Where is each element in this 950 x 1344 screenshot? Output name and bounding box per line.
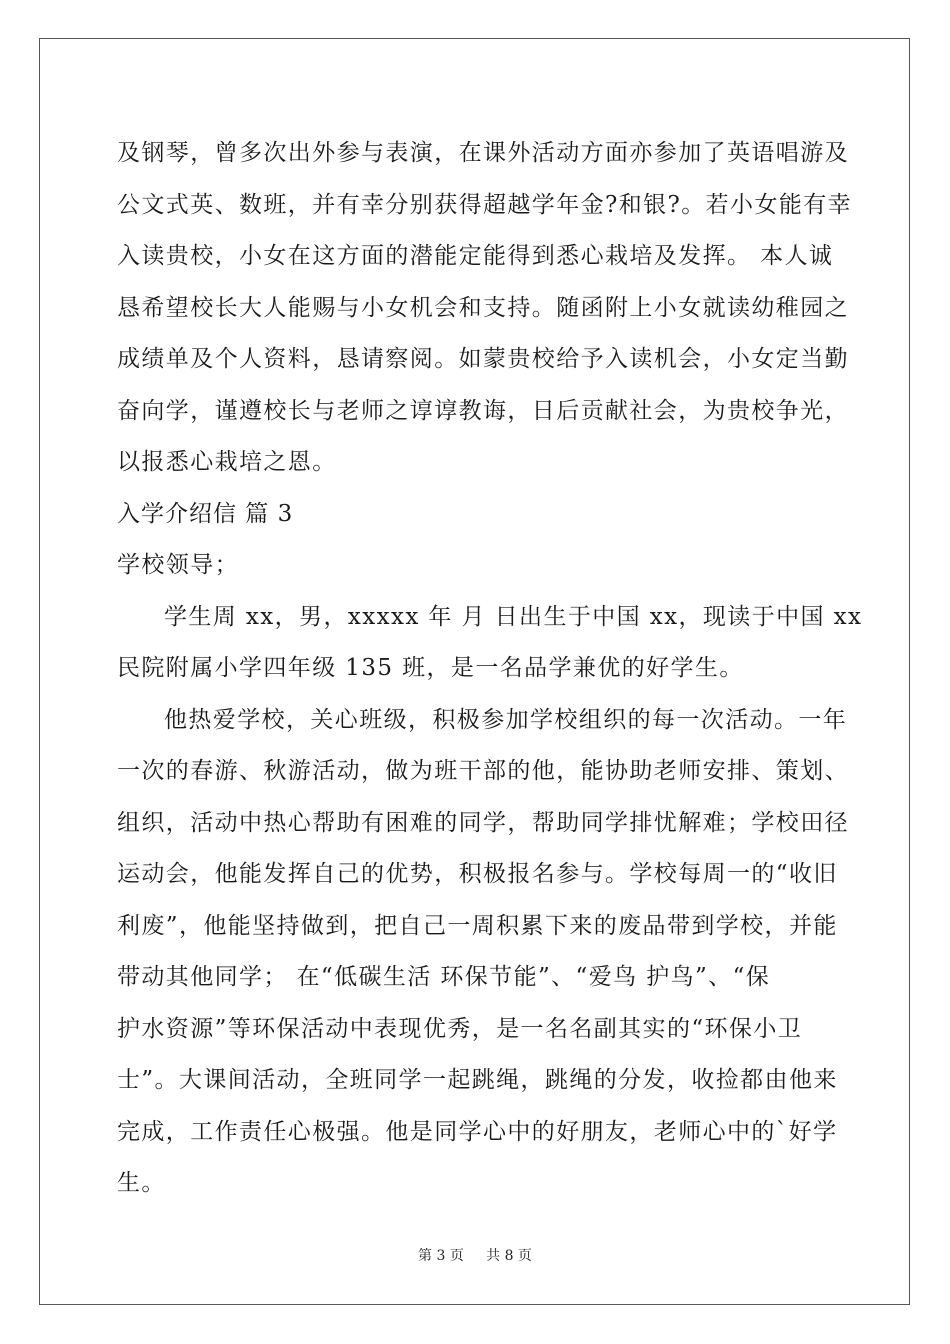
- section-heading: 入学介绍信 篇 3: [117, 500, 294, 527]
- paragraph-line: 一次的春游、秋游活动，做为班干部的他，能协助老师安排、策划、: [117, 758, 849, 784]
- paragraph-line: 生。: [117, 1170, 166, 1196]
- paragraph-line: 运动会，他能发挥自己的优势，积极报名参与。学校每周一的“收旧: [117, 861, 838, 887]
- paragraph-line: 学生周 xx，男，xxxxx 年 月 日出生于中国 xx，现读于中国 xx: [164, 603, 863, 630]
- page-total: 共 8 页: [486, 1248, 532, 1264]
- paragraph-line: 奋向学，谨遵校长与老师之谆谆教诲，日后贡献社会，为贵校争光，: [117, 397, 849, 424]
- paragraph-line: 入读贵校，小女在这方面的潜能定能得到悉心栽培及发挥。 本人诚: [117, 243, 834, 269]
- paragraph-line: 以报悉心栽培之恩。: [117, 449, 337, 475]
- document-body: [117, 128, 863, 1210]
- paragraph-line: 利废”，他能坚持做到，把自己一周积累下来的废品带到学校，并能: [117, 912, 838, 939]
- paragraph-line: 他热爱学校，关心班级，积极参加学校组织的每一次活动。一年: [164, 706, 848, 733]
- salutation: 学校领导；: [117, 552, 239, 578]
- paragraph-line: 完成，工作责任心极强。他是同学心中的好朋友，老师心中的`好学: [117, 1118, 838, 1145]
- paragraph-line: 民院附属小学四年级 135 班，是一名品学兼优的好学生。: [117, 655, 744, 681]
- paragraph-line: 带动其他同学； 在“低碳生活 环保节能”、“爱鸟 护鸟”、“保: [117, 964, 771, 990]
- paragraph-line: 护水资源”等环保活动中表现优秀，是一名名副其实的“环保小卫: [117, 1015, 803, 1042]
- page-footer: [0, 1245, 950, 1265]
- paragraph-line: 恳希望校长大人能赐与小女机会和支持。随函附上小女就读幼稚园之: [117, 294, 849, 321]
- paragraph-line: 成绩单及个人资料，恳请察阅。如蒙贵校给予入读机会，小女定当勤: [117, 346, 849, 372]
- page-number: 第 3 页: [418, 1248, 464, 1264]
- paragraph-line: 公文式英、数班，并有幸分别获得超越学年金?和银?。若小女能有幸: [117, 191, 853, 218]
- paragraph-line: 士”。大课间活动，全班同学一起跳绳，跳绳的分发，收捡都由他来: [117, 1067, 838, 1093]
- paragraph-line: 组织，活动中热心帮助有困难的同学，帮助同学排忧解难；学校田径: [117, 809, 849, 836]
- paragraph-line: 及钢琴，曾多次出外参与表演，在课外活动方面亦参加了英语唱游及: [117, 140, 849, 166]
